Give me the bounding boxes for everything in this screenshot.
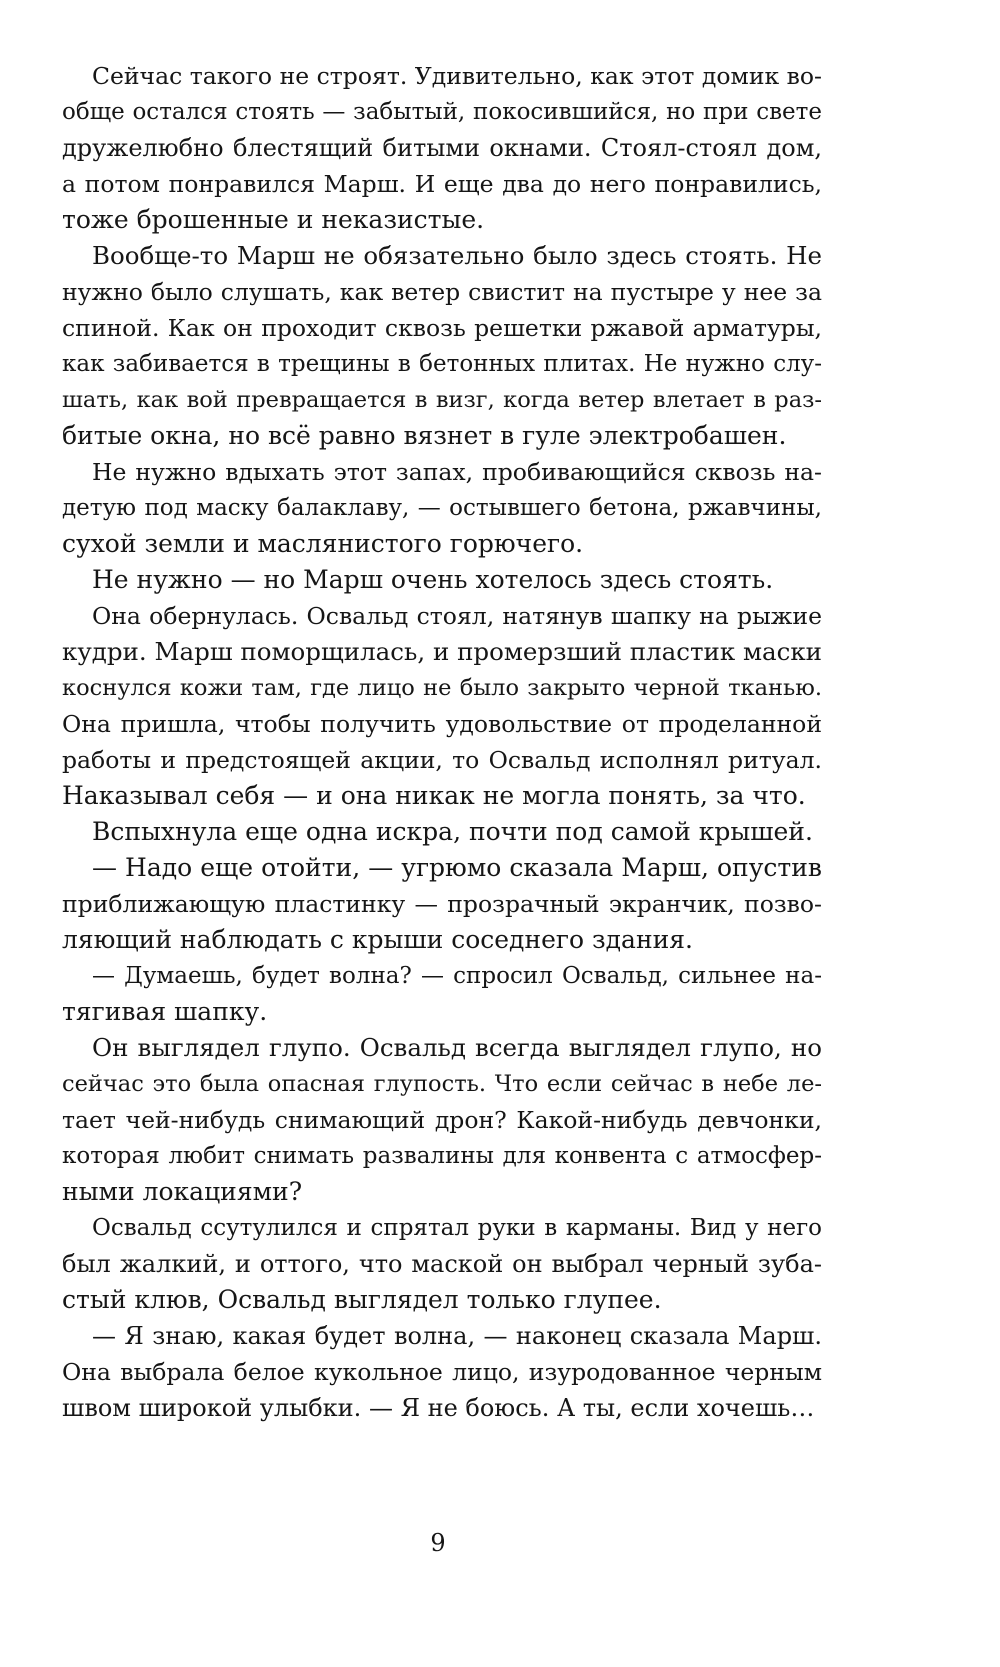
text-line: был жалкий, и оттого, что маской он выбрал черный зуба- xyxy=(62,1250,822,1278)
text-line: тягивая шапку. xyxy=(62,997,268,1026)
text-line: ляющий наблюдать с крыши соседнего здания. xyxy=(62,925,693,954)
paragraph-7 xyxy=(62,850,822,958)
text-line: тает чей-нибудь снимающий дрон? Какой-нибудь девчонки, xyxy=(62,1106,822,1134)
text-line: швом широкой улыбки. — Я не боюсь. А ты, если хочешь… xyxy=(62,1394,815,1422)
text-line: Сейчас такого не строят. Удивительно, как этот домик во- xyxy=(92,62,822,90)
paragraph-9 xyxy=(62,1030,822,1210)
text-line: битые окна, но всё равно вязнет в гуле электробашен. xyxy=(62,421,787,450)
text-line: шать, как вой превращается в визг, когда ветер влетает в раз- xyxy=(62,387,822,413)
paragraph-2 xyxy=(62,238,822,454)
page-number: 9 xyxy=(430,1529,446,1557)
paragraph-11 xyxy=(62,1318,822,1426)
text-line: приближающую пластинку — прозрачный экранчик, позво- xyxy=(62,890,822,918)
paragraph-6 xyxy=(62,814,822,850)
paragraph-5 xyxy=(62,598,822,814)
text-line: обще остался стоять — забытый, покосившийся, но при свете xyxy=(62,99,822,125)
text-line: Она выбрала белое кукольное лицо, изуродованное черным xyxy=(62,1358,822,1386)
text-line: стый клюв, Освальд выглядел только глупее. xyxy=(62,1285,662,1314)
text-line: — Надо еще отойти, — угрюмо сказала Марш, опустив xyxy=(92,853,822,882)
text-line: Не нужно вдыхать этот запах, пробивающийся сквозь на- xyxy=(92,458,822,486)
text-line: детую под маску балаклаву, — остывшего бетона, ржавчины, xyxy=(62,495,822,521)
paragraph-8 xyxy=(62,958,822,1030)
body-text xyxy=(62,58,822,1426)
text-line: Он выглядел глупо. Освальд всегда выглядел глупо, но xyxy=(92,1033,822,1062)
text-line: дружелюбно блестящий битыми окнами. Стоял-стоял дом, xyxy=(62,134,822,162)
text-line: сухой земли и маслянистого горючего. xyxy=(62,529,584,558)
paragraph-3 xyxy=(62,454,822,562)
text-line: тоже брошенные и неказистые. xyxy=(62,205,485,234)
paragraph-1 xyxy=(62,58,822,238)
text-line: Она пришла, чтобы получить удовольствие от проделанной xyxy=(62,710,822,738)
text-line: — Я знаю, какая будет волна, — наконец сказала Марш. xyxy=(92,1322,822,1350)
paragraph-10 xyxy=(62,1210,822,1318)
text-line: кудри. Марш поморщилась, и промерзший пластик маски xyxy=(62,637,822,666)
text-line: ными локациями? xyxy=(62,1177,303,1206)
text-line: коснулся кожи там, где лицо не было закрыто черной тканью. xyxy=(62,675,822,701)
text-line: а потом понравился Марш. И еще два до него понравились, xyxy=(62,170,822,198)
text-line: нужно было слушать, как ветер свистит на пустыре у нее за xyxy=(62,278,822,306)
paragraph-4 xyxy=(62,562,822,598)
text-line: — Думаешь, будет волна? — спросил Освальд, сильнее на- xyxy=(92,963,822,989)
text-line: Наказывал себя — и она никак не могла понять, за что. xyxy=(62,781,806,810)
text-line: как забивается в трещины в бетонных плитах. Не нужно слу- xyxy=(62,351,822,377)
text-line: Вообще-то Марш не обязательно было здесь стоять. Не xyxy=(92,241,822,270)
text-line: Она обернулась. Освальд стоял, натянув шапку на рыжие xyxy=(92,602,822,630)
text-line: сейчас это была опасная глупость. Что если сейчас в небе ле- xyxy=(62,1071,822,1097)
text-line: работы и предстоящей акции, то Освальд исполнял ритуал. xyxy=(62,746,822,774)
text-line: которая любит снимать развалины для конвента с атмосфер- xyxy=(62,1143,822,1169)
text-line: Вспыхнула еще одна искра, почти под самой крышей. xyxy=(92,817,813,846)
text-line: Не нужно — но Марш очень хотелось здесь стоять. xyxy=(92,565,774,594)
text-line: Освальд ссутулился и спрятал руки в карманы. Вид у него xyxy=(92,1215,822,1241)
text-line: спиной. Как он проходит сквозь решетки ржавой арматуры, xyxy=(62,314,822,342)
